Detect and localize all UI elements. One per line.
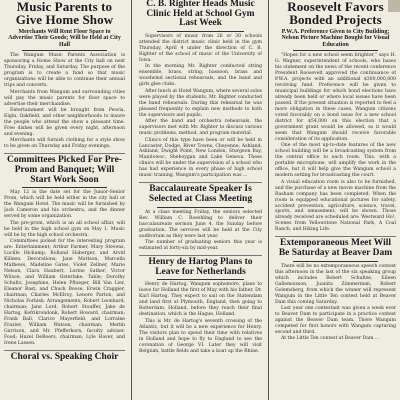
separator: [157, 279, 244, 280]
article-paragraph: The number of graduating seniors this year is estimated at forty-six by mid-year.: [139, 240, 262, 251]
article-paragraph: Entertainment will be brought from Peoria, Elgin, Oakfield, and other neighborhoods to insure the people who attend the show a pleasant time. Free dishes will be given every night, afternoon and evening.: [4, 108, 125, 137]
separator: [275, 236, 396, 237]
article-paragraph: There will be no extemporaneous speech contest this afternoon in the last of the six speaking group which includes Robert Schultze, Eileen Gallemoisson, Juanita Zimmerman, Robert Golemsberg, from which the winner will represent Wangum in the Little Ten contest held at Beaver Dam this coming Saturday.: [275, 263, 396, 305]
separator: [293, 261, 378, 262]
separator: [22, 50, 107, 51]
column-right: [275, 0, 396, 400]
separator: [4, 153, 125, 154]
article-paragraph: The Wangum Music Parents Association is sponsoring a Home Show at the City hall on next Thursday, Friday, and Saturday. The purpose of the program is to create a fund so that music organizations will be able to continue their annual trips and concerts.: [4, 53, 125, 89]
separator: [157, 31, 244, 32]
column-rule-left: [131, 0, 132, 400]
article-paragraph: At a class meeting Friday, the seniors selected Rev. William C. Roeshling to deliver their baccalaureate sermon June 4, the Sunday before graduation. The services will be held at the City auditorium as they were last year.: [139, 209, 262, 239]
deck-music-parents: Merchants Will Rent Floor Space to Advertise Their Goods; Will be Held at City Hall: [8, 28, 121, 48]
separator: [4, 350, 125, 351]
separator: [157, 207, 244, 208]
headline-roosevelt-bonded: Roosevelt Favors Bonded Projects: [287, 0, 384, 28]
article-paragraph: One of the most up-to-date features of the new school building will be a broadcasting system from the central office to each room. This, with a portable microphone, will amplify the work in the office, but it will help give the Wangum school a modern setting for broadcasting the court.: [275, 143, 396, 179]
article-paragraph: May 12 is the date set for the Junior-Senior Prom, which will be held either in the city hall or the Wangum Hotel. The music will be furnished by Jack Cameron and his orchestra, and the dinner served by some organization.: [4, 190, 125, 220]
headline-choral-speaking: Choral vs. Speaking Choir: [10, 351, 119, 362]
article-paragraph: After lunch at Hotel Wangum, where several solos were played by the students, Mr. Righter conducted the band rehearsals. During this rehearsal he was pleased frequently to explain new methods to both the supervisors and pupils.: [139, 88, 262, 118]
article-paragraph: At the Little Ten contest at Beaver Dam ...: [281, 336, 380, 342]
article-paragraph: Merchants from Wangum and surrounding cities will pay the music parents for floor space to advertise their merchandise.: [4, 89, 125, 107]
headline-de-hartog: Henry de Hartog Plans to Leave for Netherlands: [148, 256, 253, 277]
article-paragraph: Committees picked for the interesting program are: Entertainment; Arthur Farmer, Mary Stevens, Lucille Hickamp, Rolland Haberger, and Arvid Killeen. Decorations; Jane Mattson, Marcella Mathews, Madeline Gates, Violet Zellner, Marie Nelson, Clara Haubert, Lorine Sather, Victor Wilson, and William Osterlake. Table; Dorothy Schultz, Josephine, Helen Pflueger, Bill Van Lier, Eleanor Bast, and Chuck Boose. Erwin Craggier, chairman; Charles McElroy, Lenore Parton, and Nicholas Forbish. Arrangements; Robert Leonhard, chairman; Jane Lord, Robert Stouffer, Jake de Hartog, Kefrikrondonk, Robert Howard, chairman; Frank Ball, Clarice Mayerfield, and Lorraine Frazier, William Watson, chairman; Merlin Garrison, and Mr. Pfefferkorn, faculty adviser. Food; Hazel DeBoers, chairman; Lyle Haver, and Irene Lassen.: [4, 239, 125, 346]
article-paragraph: In the morning Mr. Righter conducted string ensemble, brass, string, bassoon, brass and woodwind sectional rehearsals, and the band and girls glee clubs.: [139, 64, 262, 88]
article-paragraph: A visual education room is also to be furnished, and the purchase of a new movie machine from the Rasham company has been completed. When the room is equipped educational pictures for safety, accident prevention, agriculture, science, travel, sports, and amusement, will be shown. Those already received are scheduled are: Westward Ho!, Scenes from Yellowstone National Park, A Coal Ranch, and Hiking Life.: [275, 179, 396, 233]
article-paragraph: Last year one contestant was given a week ever to Beaver Dam to participate in a practice contest against the Beaver Dam team. There Wangum competed for first honors with Wangum capturing second and third.: [275, 306, 396, 335]
article-paragraph: Clinics of this type have been or will be held in Lancaster, Dodge, River Towns, Cheyenne, Ashland, Ashland, Dwight Point, New London, Sturgeon Bay, Manitowoc, Sheboygan and Lake Geneva. These clinics will be under the supervision of a school who has had experience in every phase of high school music training, Wangum's participation was ...: [139, 137, 262, 179]
headline-committees-picked: Committees Picked For Pre-Prom and Banquet; Will Start Work Soon: [7, 155, 122, 185]
article-paragraph: This is Mr. de Hartog's seventh crossing of the Atlantic, but it will be a new experience for Henry. The visitors plan to spend their time with relatives in Holland and hope to fly to England to see the coronation of George VI. Later they will visit Belgium, battle fields and take a boat up the Rhine.: [139, 318, 262, 354]
article-paragraph: The pre-prom, which is an all school affair, will be held in the high school gym on May 1. Music will be by the high school orchestra.: [4, 220, 125, 238]
separator: [22, 187, 107, 188]
column-left: [4, 0, 125, 400]
column-middle: [139, 0, 262, 400]
headline-baccalaureate: Baccalaureate Speaker Is Selected at Class Meeting: [148, 184, 253, 204]
headline-righter-clinic: C. B. Righter Heads Music Clinic Held at School Gym Last Week: [146, 0, 255, 29]
column-rule-right: [268, 0, 269, 400]
article-paragraph: "Hopes for a new school seem brighter," says H. G. Wagner, superintendent of schools, who bases his statement on the news of the recent conference President Roosevelt approved the continuance of P.W.A. projects with an additional $300,000,000 revolving fund. Preference will be given to municipal buildings for which bond elections have already been held or where local issues have been passed. If the present situation is reported to feel a more obligation in these cases, Wangum citizens voted favorably on a bond issue for a new school district for $54,000 on this election that a government grant would be allowed, so it would seem that Wangum should receive favorable consideration of its application.: [275, 53, 396, 142]
deck-roosevelt-bonded: P.W.A. Preference Given to City Building; Nelson Picture Machine Bought for Visual Education: [281, 28, 390, 48]
headline-extemporaneous: Extemporaneous Meet Will Be Saturday at Beaver Dam: [278, 238, 393, 259]
article-paragraph: Supervisors of music from 26 or 30 schools attended the district music clinic held in the gym Thursday, April 4 under the direction of C. B. Righter of the school of music of the University of Iowa.: [139, 34, 262, 63]
article-paragraph: Merchants will furnish clothing for a style show to be given on Thursday and Friday evenings.: [4, 138, 125, 150]
article-paragraph: After the band and orchestra rehearsals, the supervisors met with Mr. Righter to discuss various music problems, method, and program material.: [139, 119, 262, 137]
separator: [139, 182, 262, 183]
article-paragraph: Henry de Hartog, Wangum sophomore, plans to leave for Holland the first of May with his father, Dr. Karl Hartog. They expect to sail on the Statendam and land first at Plymouth, England, then going to Rotterdam, Holland, before they reach their final destination, which is the Hague, Holland.: [139, 282, 262, 318]
headline-music-parents: Music Parents to Give Home Show: [15, 0, 114, 28]
separator: [293, 50, 378, 51]
separator: [139, 255, 262, 256]
